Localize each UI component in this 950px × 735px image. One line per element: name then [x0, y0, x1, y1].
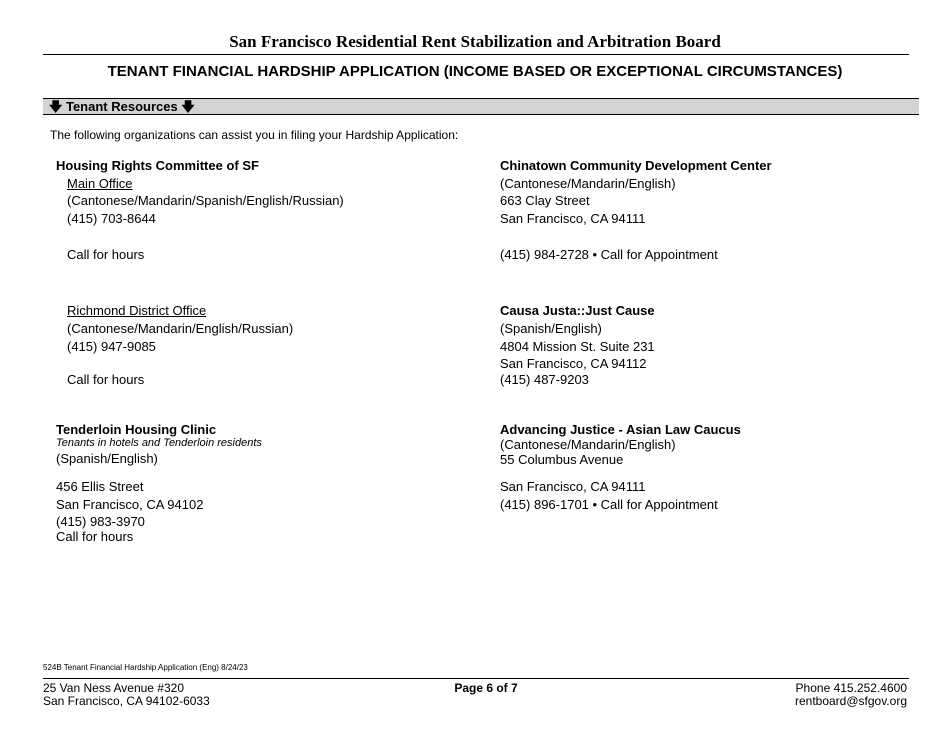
hrc-richmond-office-hours: Call for hours	[67, 372, 145, 387]
hrc-richmond-office-phone: (415) 947-9085	[67, 339, 156, 354]
hrc-main-office-languages: (Cantonese/Mandarin/Spanish/English/Russian)	[67, 193, 344, 208]
ccdc-street: 663 Clay Street	[500, 193, 590, 208]
intro-text: The following organizations can assist you in filing your Hardship Application:	[50, 128, 459, 142]
footer-address-line2: San Francisco, CA 94102-6033	[43, 694, 210, 708]
header-divider	[43, 54, 909, 55]
hrc-name: Housing Rights Committee of SF	[56, 158, 259, 173]
footer-email: rentboard@sfgov.org	[794, 694, 907, 708]
ccdc-name: Chinatown Community Development Center	[500, 158, 772, 173]
ccdc-languages: (Cantonese/Mandarin/English)	[500, 176, 676, 191]
causa-city: San Francisco, CA 94112	[500, 356, 647, 371]
ccdc-contact: (415) 984-2728 • Call for Appointment	[500, 247, 718, 262]
alc-name: Advancing Justice - Asian Law Caucus	[500, 422, 741, 437]
thc-subtitle: Tenants in hotels and Tenderloin residents	[56, 437, 262, 449]
thc-city: San Francisco, CA 94102	[56, 497, 204, 512]
thc-languages: (Spanish/English)	[56, 451, 158, 466]
footer-divider	[43, 678, 909, 679]
hrc-main-office-title: Main Office	[67, 176, 133, 191]
page-number: Page 6 of 7	[454, 681, 518, 695]
footer-address-line1: 25 Van Ness Avenue #320	[43, 681, 184, 695]
causa-languages: (Spanish/English)	[500, 321, 602, 336]
ccdc-city: San Francisco, CA 94111	[500, 211, 646, 226]
tenant-resources-section-header: 🡇 Tenant Resources 🡇	[43, 98, 919, 115]
causa-name: Causa Justa::Just Cause	[500, 303, 655, 318]
thc-street: 456 Ellis Street	[56, 479, 144, 494]
thc-phone: (415) 983-3970	[56, 514, 145, 529]
footer-phone: Phone 415.252.4600	[795, 681, 907, 695]
board-title: San Francisco Residential Rent Stabilization and Arbitration Board	[229, 32, 721, 51]
causa-phone: (415) 487-9203	[500, 372, 589, 387]
alc-languages: (Cantonese/Mandarin/English)	[500, 437, 676, 452]
hrc-richmond-office-languages: (Cantonese/Mandarin/English/Russian)	[67, 321, 294, 336]
causa-street: 4804 Mission St. Suite 231	[500, 339, 655, 354]
thc-name: Tenderloin Housing Clinic	[56, 422, 217, 437]
form-code: 524B Tenant Financial Hardship Application (Eng) 8/24/23	[43, 663, 248, 672]
form-title: TENANT FINANCIAL HARDSHIP APPLICATION (INCOME BASED OR EXCEPTIONAL CIRCUMSTANCES)	[107, 63, 843, 80]
alc-street: 55 Columbus Avenue	[500, 452, 624, 467]
alc-contact: (415) 896-1701 • Call for Appointment	[500, 497, 718, 512]
hrc-richmond-office-title: Richmond District Office	[67, 303, 207, 318]
hrc-main-office-hours: Call for hours	[67, 247, 145, 262]
alc-city: San Francisco, CA 94111	[500, 479, 646, 494]
hrc-main-office-phone: (415) 703-8644	[67, 211, 156, 226]
thc-hours: Call for hours	[56, 529, 134, 544]
